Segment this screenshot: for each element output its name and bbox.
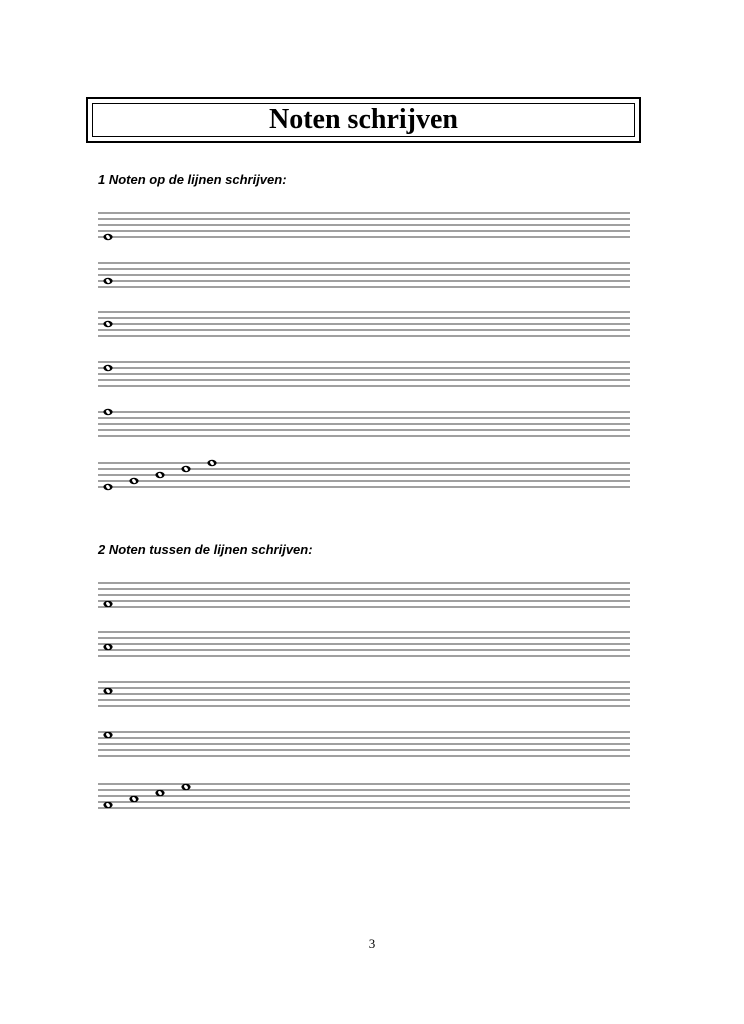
whole-note: [129, 478, 138, 484]
section-heading-1: 1 Noten op de lijnen schrijven:: [98, 172, 287, 187]
whole-note: [129, 796, 138, 802]
whole-note: [103, 688, 112, 694]
staff-2-4: [98, 732, 630, 756]
staff-2-3: [98, 682, 630, 706]
whole-note: [103, 234, 112, 240]
staff-1-6: [98, 460, 630, 490]
page-title: Noten schrijven: [269, 104, 458, 135]
whole-note: [207, 460, 216, 466]
staff-2-1: [98, 583, 630, 607]
staff-1-5: [98, 409, 630, 436]
whole-note: [103, 601, 112, 607]
whole-note: [103, 365, 112, 371]
whole-note: [103, 321, 112, 327]
whole-note: [103, 484, 112, 490]
whole-note: [181, 784, 190, 790]
staff-1-3: [98, 312, 630, 336]
whole-note: [103, 732, 112, 738]
whole-note: [103, 278, 112, 284]
staff-2-2: [98, 632, 630, 656]
whole-note: [155, 790, 164, 796]
staff-1-2: [98, 263, 630, 287]
section-heading-2: 2 Noten tussen de lijnen schrijven:: [98, 542, 313, 557]
whole-note: [103, 644, 112, 650]
whole-note: [155, 472, 164, 478]
whole-note: [103, 802, 112, 808]
staff-1-1: [98, 213, 630, 240]
staff-1-4: [98, 362, 630, 386]
whole-note: [103, 409, 112, 415]
whole-note: [181, 466, 190, 472]
staff-2-5: [98, 784, 630, 808]
page-number: 3: [368, 936, 376, 951]
